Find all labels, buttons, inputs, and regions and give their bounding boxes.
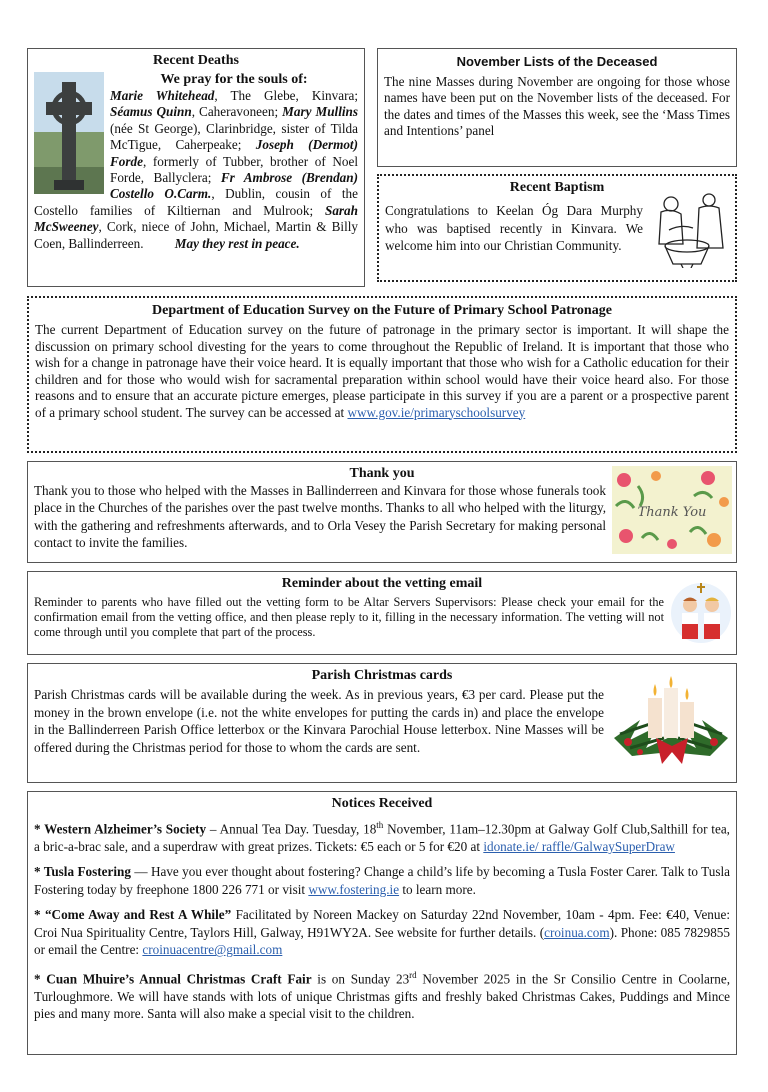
christmas-candles-image xyxy=(610,676,732,768)
raffle-link[interactable]: idonate.ie/ raffle/GalwaySuperDraw xyxy=(483,838,675,854)
notice-sup: th xyxy=(376,820,384,830)
notice-lead: * Cuan Mhuire’s Annual Christmas Craft Fair xyxy=(34,971,312,987)
croinua-email-link[interactable]: croinuacentre@gmail.com xyxy=(142,942,283,958)
recent-deaths-panel xyxy=(27,48,365,287)
deceased-name: Joseph (Dermot) Forde xyxy=(110,137,358,169)
thank-you-title: Thank you xyxy=(349,466,415,481)
deceased-name: Mary Mullins xyxy=(282,104,358,120)
notice-sup: rd xyxy=(409,969,417,980)
notice-text: is on Sunday 23 xyxy=(311,971,410,987)
notice-craft-fair xyxy=(34,967,730,1023)
christmas-cards-panel xyxy=(27,663,737,783)
vetting-panel xyxy=(27,571,737,655)
notice-text: Facilitated by Noreen Mackey on Saturday 22nd November, 10am - 4pm. Fee: €40, Venue: Croi Nua Spirituality Centre, Taylors Hill, Galway, H91WY2A. See website for further details. ( xyxy=(34,907,731,940)
notices-title: Notices Received xyxy=(331,796,433,811)
survey-text xyxy=(35,322,729,421)
deceased-details: (née St George), Clarinbridge, sister of Tilda McTigue, Caherpeake; xyxy=(110,120,358,153)
notice-text: to learn more. xyxy=(399,881,476,897)
baptism-text: Congratulations to Keelan Óg Dara Murphy who was baptised recently in Kinvara. We welcome him into our Christian Community. xyxy=(385,203,643,253)
baptism-title: Recent Baptism xyxy=(509,180,605,195)
deceased-details: , formerly of Tubber, brother of Noel Forde, Ballyclera; xyxy=(110,153,358,186)
altar-servers-image xyxy=(670,581,732,645)
recent-deaths-subtitle: We pray for the souls of: xyxy=(160,72,308,87)
notice-text: — Have you ever thought about fostering? Change a child’s life by becoming a Tusla Foster Carer. Talk to Tusla Fostering today by freephone 1800 226 771 or visit xyxy=(34,864,730,897)
fostering-link[interactable]: www.fostering.ie xyxy=(308,881,400,897)
survey-link[interactable]: www.gov.ie/primaryschoolsurvey xyxy=(347,404,526,420)
baptism-illustration xyxy=(647,188,731,268)
christmas-cards-title: Parish Christmas cards xyxy=(311,668,453,683)
thank-you-card-image xyxy=(612,466,732,554)
vetting-title: Reminder about the vetting email xyxy=(281,576,483,591)
notice-lead: * Tusla Fostering xyxy=(34,864,131,880)
notice-come-away xyxy=(34,906,730,959)
croinua-link[interactable]: croinua.com xyxy=(544,924,610,940)
celtic-cross-image xyxy=(34,72,104,194)
christmas-cards-text: Parish Christmas cards will be available during the week. As in previous years, €3 per card. Please put the money in the brown envelope (i.e. not the white envelopes for putting the cards in) and place the envelope in the Ballinderreen Parish Office letterbox or the Kinvara Parochial House letterbox. Nine Masses will be offered during the Christmas period for those to whom the cards are sent. xyxy=(34,687,604,755)
thank-you-text: Thank you to those who helped with the Masses in Ballinderreen and Kinvara for those whose funerals took place in the Churches of the parishes over the past twelve months. Thanks to all who helped with the liturgy, with the gathering and refreshments afterwards, and to Orla Vesey the Parish Secretary for making personal contact to invite the families. xyxy=(34,483,606,550)
baptism-panel xyxy=(377,174,737,282)
notices-panel xyxy=(27,791,737,1055)
november-lists-text: The nine Masses during November are ongoing for those whose names have been put on the November lists of the deceased. For the dates and times of the Masses this week, see the ‘Mass Times and Intentions’ panel xyxy=(384,74,730,139)
november-lists-title: November Lists of the Deceased xyxy=(456,54,658,69)
notice-lead: * Western Alzheimer’s Society xyxy=(34,821,207,837)
notice-lead: * “Come Away and Rest A While” xyxy=(34,907,232,923)
thank-you-card-text: Thank You xyxy=(637,505,707,520)
deceased-details: , Cork, niece of John, Michael, Martin & Billy Coen, Ballinderreen. xyxy=(34,219,358,251)
survey-title: Department of Education Survey on the Future of Primary School Patronage xyxy=(152,303,612,318)
recent-deaths-title: Recent Deaths xyxy=(153,53,239,68)
survey-body: The current Department of Education survey on the future of patronage in the primary sector is important. It will shape the discussion on primary school divesting for the years to come throughout the Republic of Ireland. It is important that those who wish for a change in patronage have their voice heard. It is equally important that those who wish for a Catholic education for their children and for those who would wish for sacramental preparation within school would have their voice heard also. For those reasons and to ensure that an accurate picture emerges, please participate in this survey if you are a parent or a prospective parent of a primary school student. The survey can be accessed at xyxy=(35,322,729,420)
survey-panel xyxy=(27,296,737,453)
notice-text: – Annual Tea Day. Tuesday, 18 xyxy=(206,821,377,837)
deceased-name: Sarah McSweeney xyxy=(34,202,358,235)
thank-you-panel xyxy=(27,461,737,563)
deceased-name: Marie Whitehead xyxy=(110,88,215,103)
notice-alzheimers xyxy=(34,817,730,855)
deceased-details: , The Glebe, Kinvara; xyxy=(214,88,358,103)
notice-tusla xyxy=(34,863,730,898)
deceased-name: Fr Ambrose (Brendan) Costello O.Carm. xyxy=(110,170,359,202)
vetting-text: Reminder to parents who have filled out the vetting form to be Altar Servers Supervisors: Please check your email for the confirmation email from the vetting office, and then please reply to it, filling in the necessary information. The vetting will not come through until you complete that part of the process. xyxy=(34,595,664,639)
deceased-name: Séamus Quinn xyxy=(110,104,192,120)
deceased-details: , Dublin, cousin of the Costello families of Kiltiernan and Mulrook; xyxy=(34,186,358,218)
notice-text: November 2025 in the Sr Consilio Centre in Coolarne, Turloughmore. We will have stands with lots of unique Christmas gifts and freshly baked Christmas Cakes, Puddings and Mince pies and many more. Santa will also make a special visit to the children. xyxy=(34,971,731,1022)
closing-prayer: May they rest in peace. xyxy=(174,235,300,251)
november-lists-panel xyxy=(377,48,737,167)
deceased-details: , Caheravoneen; xyxy=(191,104,279,120)
notice-text: ). Phone: 085 7829855 or email the Centre: xyxy=(34,924,730,958)
notice-text: November, 11am–12.30pm at Galway Golf Club,Salthill for tea, a bric-a-brac sale, and a superdraw with great prizes. Tickets: €5 each or 5 for €20 at xyxy=(34,821,730,854)
